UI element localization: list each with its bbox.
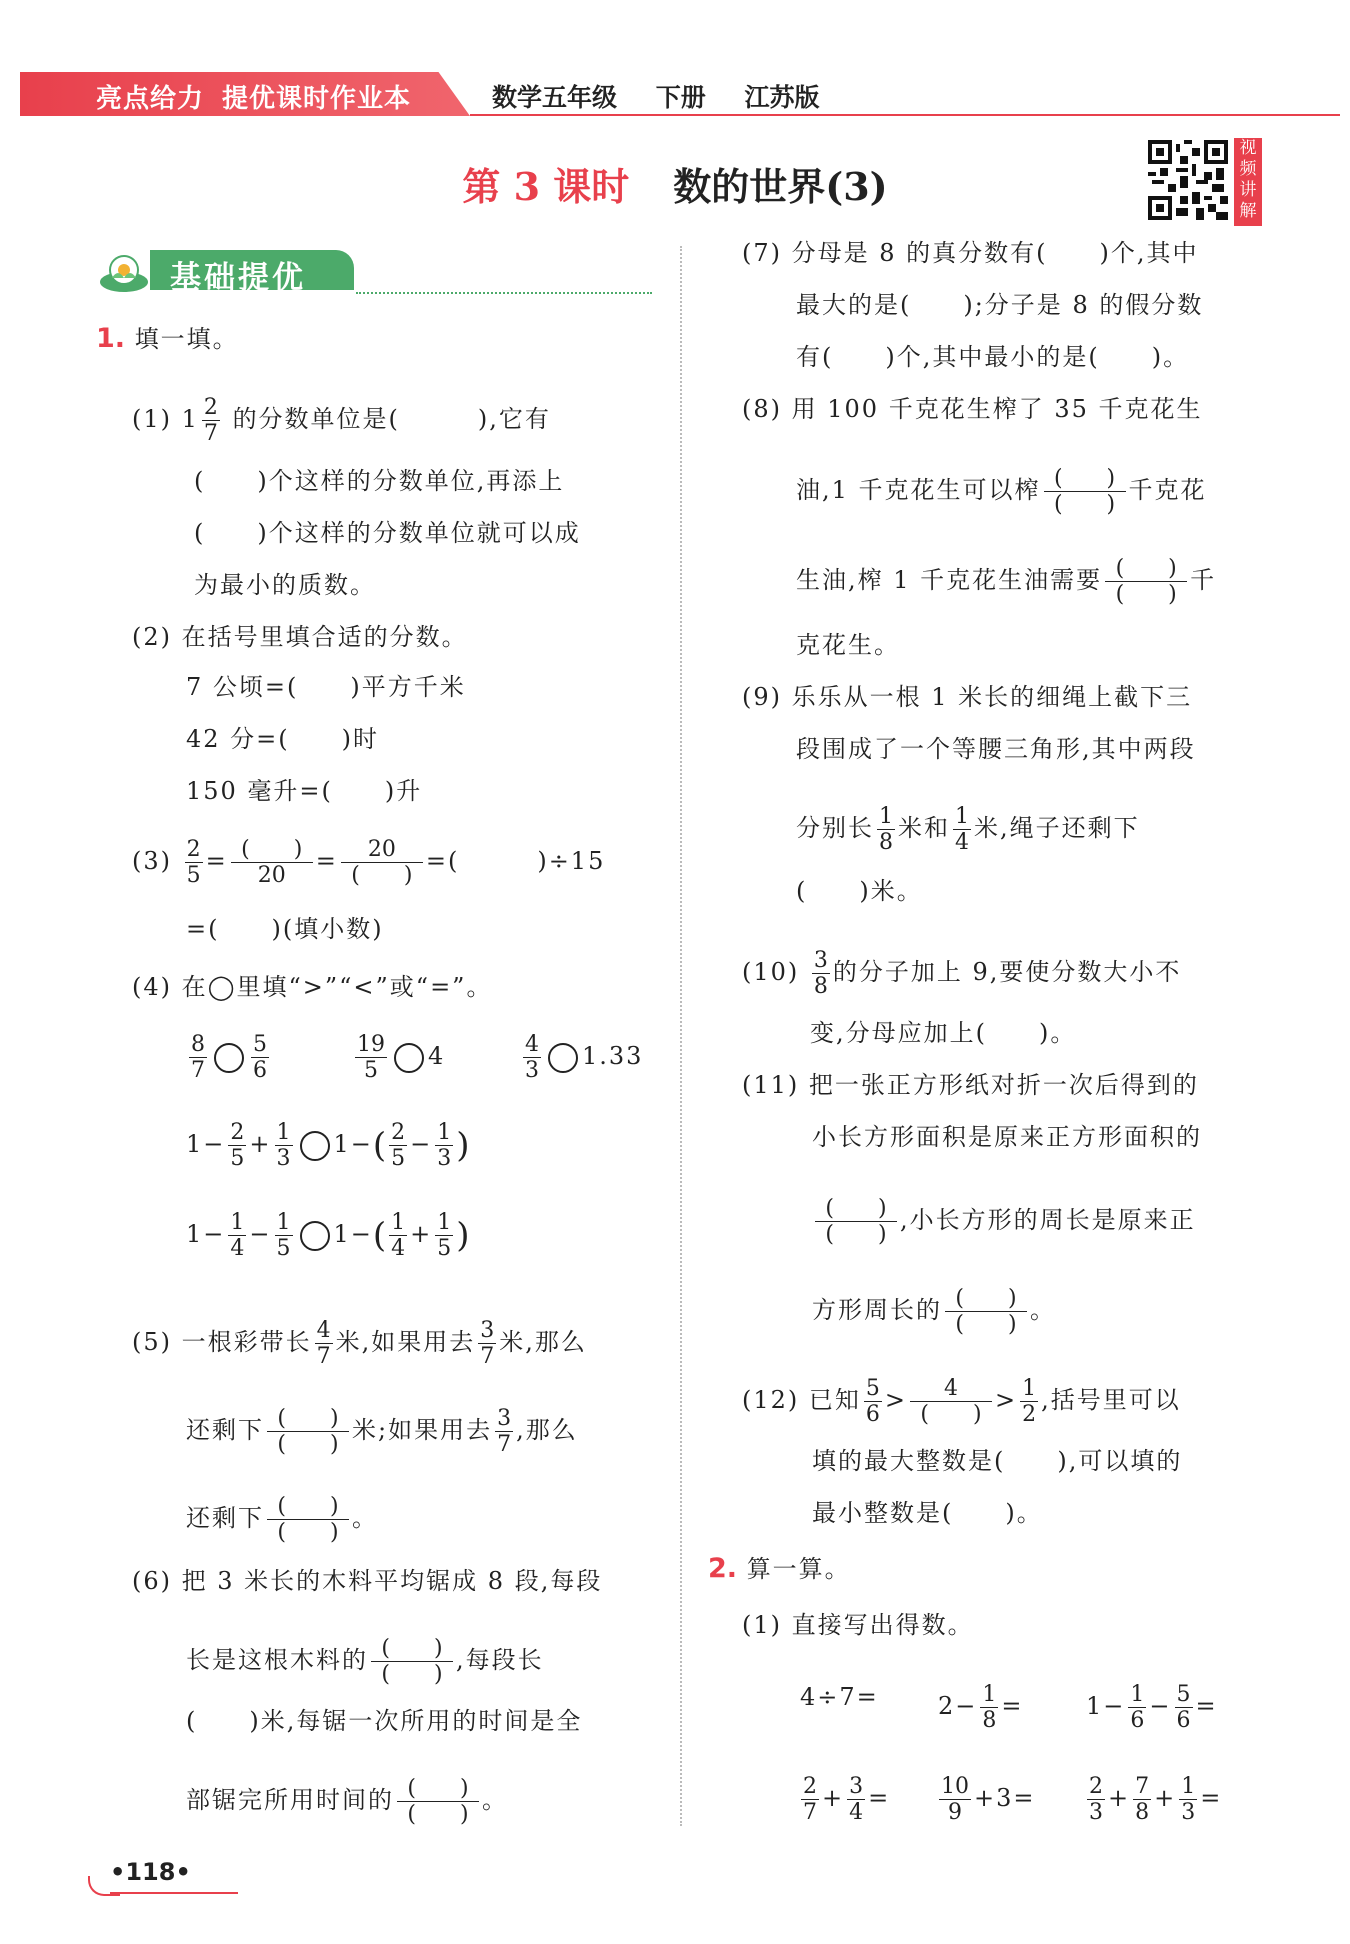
answer-fraction[interactable]: $\frac{( )}{( )}$: [397, 1776, 479, 1827]
q1-p3-line2: =( )(填小数): [186, 915, 384, 943]
q1-p6-line3: ( )米,每锯一次所用的时间是全: [186, 1707, 583, 1735]
q1-p11-line4: 方形周长的 $\frac{( )}{( )}$ 。: [812, 1286, 1056, 1337]
fraction: $\frac{1}{4}$: [391, 1210, 406, 1261]
fraction: $\frac{1}{4}$: [230, 1210, 245, 1261]
fraction: $\frac{3}{8}$: [813, 948, 828, 999]
text: 在◯里填“>”“<”或“=”。: [181, 973, 493, 1001]
header-info: [492, 78, 849, 114]
label: (6): [132, 1567, 172, 1595]
q1-p6-line1: (6) 把 3 米长的木料平均锯成 8 段,每段: [132, 1567, 603, 1595]
fraction: $\frac{1}{3}$: [276, 1120, 291, 1171]
q1-p2-line3: 42 分=( )时: [186, 725, 380, 753]
section-badge: [98, 248, 356, 294]
q1-text: 填一填。: [134, 325, 239, 353]
q1-p1-line2: ( )个这样的分数单位,再添上: [194, 467, 565, 495]
fraction: $\frac{2}{3}$: [1089, 1774, 1103, 1825]
fraction: $\frac{20}{( )}$: [341, 837, 423, 888]
series-name: 提优课时作业本: [222, 84, 412, 114]
header-rule: [470, 114, 1340, 116]
fraction: $\frac{1}{5}$: [276, 1210, 291, 1261]
q1-p4-row1c: [520, 1032, 643, 1083]
q1-p6-line4: 部锯完所用时间的 $\frac{( )}{( )}$ 。: [186, 1776, 508, 1827]
compare-circle[interactable]: [300, 1131, 330, 1161]
q1-p1-line1: [132, 395, 551, 446]
q1-p10-line2: 变,分母应加上( )。: [810, 1019, 1077, 1047]
q2-heading: [708, 1554, 851, 1584]
fraction: $\frac{4}{3}$: [525, 1032, 539, 1083]
fraction: $\frac{2}{5}$: [391, 1120, 406, 1171]
label: (9): [742, 683, 782, 711]
mixed-whole: 1: [181, 405, 199, 433]
q1-p5-line3: 还剩下 $\frac{( )}{( )}$ 。: [186, 1494, 378, 1545]
answer-fraction[interactable]: $\frac{( )}{( )}$: [1044, 466, 1126, 517]
answer-fraction[interactable]: $\frac{( )}{( )}$: [267, 1406, 349, 1457]
q1-p4-row1b: [352, 1032, 445, 1083]
compare-circle[interactable]: [394, 1043, 424, 1073]
q1-p9-line3: 分别长 $\frac{1}{8}$ 米和 $\frac{1}{4}$ 米,绳子还剩下: [796, 804, 1140, 855]
label: (1): [132, 405, 172, 433]
q1-p7-line2: 最大的是( );分子是 8 的假分数: [796, 291, 1204, 319]
page-number: •118•: [110, 1858, 191, 1886]
fraction: $\frac{1}{4}$: [955, 804, 969, 855]
fraction: $\frac{1}{3}$: [437, 1120, 452, 1171]
text: 在括号里填合适的分数。: [181, 623, 468, 651]
fraction: $\frac{2}{7}$: [203, 395, 218, 446]
lesson-name: 数的世界(3): [673, 164, 888, 209]
label: (1): [742, 1611, 782, 1639]
label: (10): [742, 958, 800, 986]
header-band: [20, 72, 1340, 116]
fraction: $\frac{5}{6}$: [253, 1032, 267, 1083]
calc-4: $\frac{2}{7}$ + $\frac{3}{4}$ =: [803, 1774, 891, 1825]
calc-2: 2− $\frac{1}{8}$ =: [938, 1682, 1024, 1733]
subject: 数学五年级: [492, 83, 618, 112]
q1-p12-line2: 填的最大整数是( ),可以填的: [812, 1447, 1183, 1475]
label: (8): [742, 395, 782, 423]
fraction: $\frac{7}{8}$: [1135, 1774, 1150, 1825]
q1-p4-row2: 1− $\frac{2}{5}$ + $\frac{1}{3}$ 1−( $\frac{2}{5}$ − $\frac{1}{3}$ ): [186, 1120, 470, 1171]
q1-p1-line4: 为最小的质数。: [194, 571, 376, 599]
q1-p9-line2: 段围成了一个等腰三角形,其中两段: [796, 735, 1196, 763]
q2-number: 2.: [708, 1553, 738, 1584]
fraction: $\frac{1}{8}$: [982, 1682, 997, 1733]
answer-fraction[interactable]: $\frac{( )}{( )}$: [371, 1636, 453, 1687]
q1-p4-row1a: [186, 1032, 272, 1083]
volume: 下册: [655, 83, 706, 112]
q2-text: 算一算。: [746, 1555, 851, 1583]
q2-p1-line1: (1) 直接写出得数。: [742, 1611, 974, 1639]
q1-p8-line2: 油,1 千克花生可以榨 $\frac{( )}{( )}$ 千克花: [796, 466, 1207, 517]
fraction: $\frac{1}{6}$: [1130, 1682, 1145, 1733]
fraction: $\frac{3}{4}$: [849, 1774, 864, 1825]
value: 1.33: [582, 1042, 644, 1070]
fraction: $\frac{5}{6}$: [865, 1376, 880, 1427]
fraction: $\frac{2}{7}$: [803, 1774, 817, 1825]
q1-p11-line3: $\frac{( )}{( )}$ ,小长方形的周长是原来正: [812, 1196, 1196, 1247]
q1-p5-line1: (5) 一根彩带长 $\frac{4}{7}$ 米,如果用去 $\frac{3}{7}$ 米,那么: [132, 1318, 587, 1369]
fraction: $\frac{1}{3}$: [1181, 1774, 1196, 1825]
sprout-icon: [98, 248, 150, 294]
text: =( )÷15: [425, 847, 606, 875]
q1-p3-line1: (3) $\frac{2}{5}$ = $\frac{( )}{20}$ = $\frac{20}{( )}$ =( )÷15: [132, 837, 606, 888]
fraction: $\frac{8}{7}$: [191, 1032, 205, 1083]
edition: 江苏版: [744, 83, 820, 112]
label: (5): [132, 1328, 172, 1356]
q1-heading: [96, 324, 239, 354]
answer-fraction[interactable]: $\frac{( )}{( )}$: [267, 1494, 349, 1545]
fraction: $\frac{( )}{20}$: [231, 837, 313, 888]
fraction: $\frac{1}{2}$: [1022, 1376, 1037, 1427]
q1-p8-line1: (8) 用 100 千克花生榨了 35 千克花生: [742, 395, 1203, 423]
section-dotted-rule: [356, 292, 652, 294]
q1-p7-line1: (7) 分母是 8 的真分数有( )个,其中: [742, 239, 1199, 267]
fraction: $\frac{2}{5}$: [186, 837, 201, 888]
q1-p2-line4: 150 毫升=( )升: [186, 777, 423, 805]
fraction: $\frac{3}{7}$: [480, 1318, 495, 1369]
calc-3: 1− $\frac{1}{6}$ − $\frac{5}{6}$ =: [1086, 1682, 1218, 1733]
calc-6: $\frac{2}{3}$ + $\frac{7}{8}$ + $\frac{1}{3}$ =: [1089, 1774, 1223, 1825]
page-number-rule: [110, 1892, 238, 1894]
q1-p2-line2: 7 公顷=( )平方千米: [186, 673, 466, 701]
text: 的分数单位是( ),它有: [232, 405, 551, 433]
label: (12): [742, 1386, 800, 1414]
calc-1: 4÷7=: [800, 1683, 879, 1711]
answer-fraction[interactable]: $\frac{( )}{( )}$: [945, 1286, 1027, 1337]
q1-p11-line1: (11) 把一张正方形纸对折一次后得到的: [742, 1071, 1199, 1099]
q1-p12-line3: 最小整数是( )。: [812, 1499, 1043, 1527]
label: (4): [132, 973, 172, 1001]
compare-circle[interactable]: [300, 1221, 330, 1251]
fraction: $\frac{4}{( )}$: [910, 1376, 992, 1427]
compare-circle[interactable]: [214, 1043, 244, 1073]
q1-p7-line3: 有( )个,其中最小的是( )。: [796, 343, 1190, 371]
label: (2): [132, 623, 172, 651]
q1-p5-line2: 还剩下 $\frac{( )}{( )}$ 米;如果用去 $\frac{3}{7}$ ,那么: [186, 1406, 578, 1457]
label: (3): [132, 847, 172, 875]
fraction: $\frac{3}{7}$: [497, 1406, 512, 1457]
q1-p4-line1: [132, 972, 492, 1002]
answer-fraction[interactable]: $\frac{( )}{( )}$: [1105, 556, 1187, 607]
fraction: $\frac{1}{8}$: [879, 804, 893, 855]
brand-name: 亮点给力: [96, 84, 205, 114]
q1-p4-row3: 1− $\frac{1}{4}$ − $\frac{1}{5}$ 1−( $\frac{1}{4}$ + $\frac{1}{5}$ ): [186, 1210, 470, 1261]
qr-label: 视频讲解: [1234, 138, 1262, 226]
fraction: $\frac{19}{5}$: [357, 1032, 385, 1083]
q1-p9-line1: (9) 乐乐从一根 1 米长的细绳上截下三: [742, 683, 1193, 711]
q1-p10-line1: (10) $\frac{3}{8}$ 的分子加上 9,要使分数大小不: [742, 948, 1182, 999]
q1-p2-line1: [132, 622, 468, 652]
lesson-number: 第 3 课时: [462, 164, 630, 209]
value: 4: [428, 1042, 446, 1070]
fraction: $\frac{2}{5}$: [230, 1120, 245, 1171]
fraction: $\frac{5}{6}$: [1176, 1682, 1191, 1733]
fraction: $\frac{10}{9}$: [941, 1774, 969, 1825]
header-brand: [96, 78, 411, 115]
calc-5: $\frac{10}{9}$ +3=: [941, 1774, 1036, 1825]
q1-p8-line3: 生油,榨 1 千克花生油需要 $\frac{( )}{( )}$ 千: [796, 556, 1217, 607]
answer-fraction[interactable]: $\frac{( )}{( )}$: [815, 1196, 897, 1247]
compare-circle[interactable]: [548, 1043, 578, 1073]
column-divider: [680, 246, 682, 1826]
q1-p1-line3: ( )个这样的分数单位就可以成: [194, 519, 581, 547]
fraction: $\frac{1}{5}$: [437, 1210, 452, 1261]
q1-p11-line2: 小长方形面积是原来正方形面积的: [812, 1123, 1202, 1151]
fraction: $\frac{4}{7}$: [316, 1318, 331, 1369]
label: (7): [742, 239, 782, 267]
section-title: 基础提优: [170, 260, 306, 296]
q1-p8-line4: 克花生。: [796, 631, 900, 659]
q1-number: 1.: [96, 323, 126, 354]
q1-p9-line4: ( )米。: [796, 877, 923, 905]
qr-code-icon[interactable]: [1148, 140, 1228, 220]
label: (11): [742, 1071, 800, 1099]
q1-p6-line2: 长是这根木料的 $\frac{( )}{( )}$ ,每段长: [186, 1636, 544, 1687]
q1-p12-line1: (12) 已知 $\frac{5}{6}$ > $\frac{4}{( )}$ > $\frac{1}{2}$ ,括号里可以: [742, 1376, 1181, 1427]
